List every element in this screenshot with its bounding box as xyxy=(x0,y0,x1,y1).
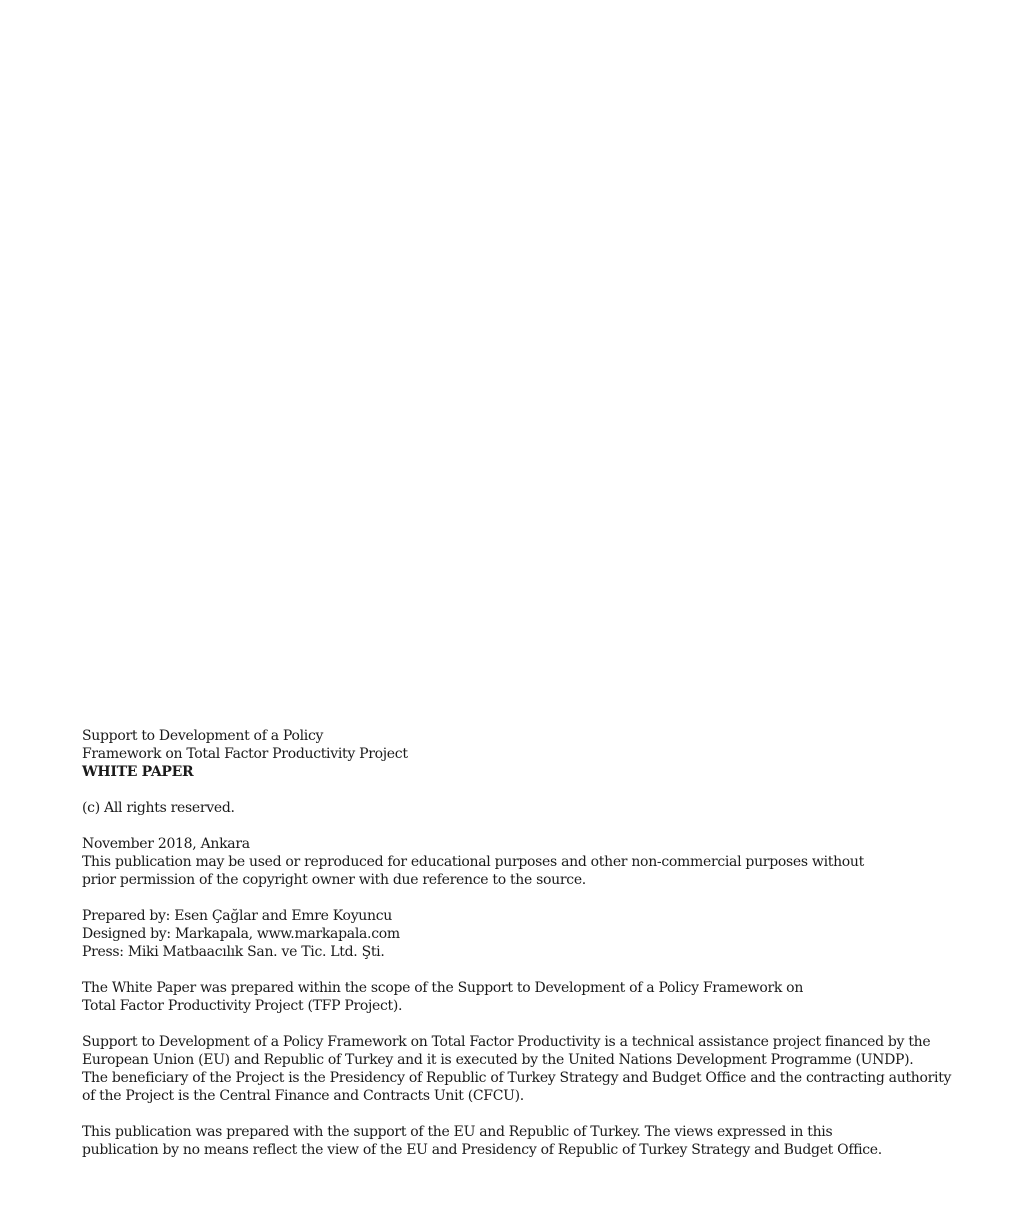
scope-line-1: The White Paper was prepared within the scope of the Support to Development of a Policy Framework on xyxy=(82,980,804,996)
press-credit: Press: Miki Matbaacılık San. ve Tic. Ltd. Şti. xyxy=(82,944,385,960)
credits-block xyxy=(82,907,962,961)
title-block xyxy=(82,727,962,781)
disclaimer-block xyxy=(82,1123,962,1159)
rights-block xyxy=(82,799,962,817)
usage-notice-line-2: prior permission of the copyright owner with due reference to the source. xyxy=(82,872,586,888)
project-title-line-2: Framework on Total Factor Productivity Project xyxy=(82,746,408,762)
scope-block xyxy=(82,979,962,1015)
date-usage-block xyxy=(82,835,962,889)
imprint-section xyxy=(82,727,962,1159)
rights-notice: (c) All rights reserved. xyxy=(82,800,235,816)
designed-by: Designed by: Markapala, www.markapala.com xyxy=(82,926,400,942)
project-info-line-2: European Union (EU) and Republic of Turkey and it is executed by the United Nations Development Programme (UNDP). xyxy=(82,1052,914,1068)
project-title-line-1: Support to Development of a Policy xyxy=(82,728,324,744)
project-info-line-1: Support to Development of a Policy Framework on Total Factor Productivity is a technical assistance project financed by the xyxy=(82,1034,931,1050)
project-info-line-4: of the Project is the Central Finance and Contracts Unit (CFCU). xyxy=(82,1088,524,1104)
disclaimer-line-1: This publication was prepared with the support of the EU and Republic of Turkey. The views expressed in this xyxy=(82,1124,833,1140)
publication-date: November 2018, Ankara xyxy=(82,836,250,852)
prepared-by: Prepared by: Esen Çağlar and Emre Koyuncu xyxy=(82,908,392,924)
disclaimer-line-2: publication by no means reflect the view of the EU and Presidency of Republic of Turkey Strategy and Budget Office. xyxy=(82,1142,882,1158)
project-info-line-3: The beneficiary of the Project is the Presidency of Republic of Turkey Strategy and Budget Office and the contracting authority xyxy=(82,1070,952,1086)
document-type-label: WHITE PAPER xyxy=(82,764,194,780)
usage-notice-line-1: This publication may be used or reproduced for educational purposes and other non-commercial purposes without xyxy=(82,854,864,870)
project-info-block xyxy=(82,1033,962,1105)
scope-line-2: Total Factor Productivity Project (TFP Project). xyxy=(82,998,403,1014)
